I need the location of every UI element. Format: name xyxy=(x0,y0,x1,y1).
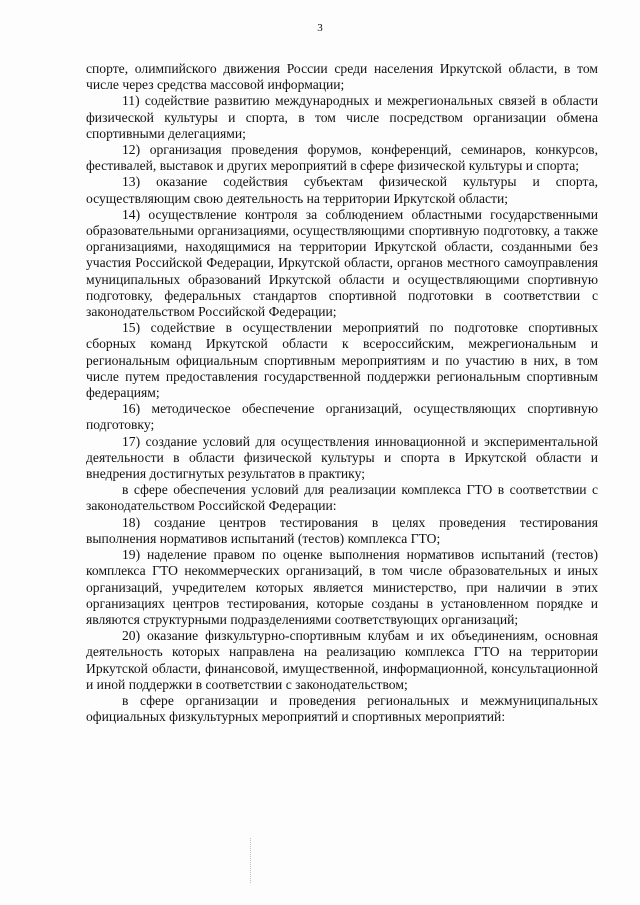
paragraph-item-18: 18) создание центров тестирования в целях проведения тестирования выполнения нормативов испытаний (тестов) комплекса ГТО; xyxy=(86,514,598,546)
paragraph-item-13: 13) оказание содействия субъектам физической культуры и спорта, осуществляющим свою деятельность на территории Иркутской области; xyxy=(86,174,598,206)
scan-artifact-line xyxy=(250,838,252,883)
paragraph-continuation: спорте, олимпийского движения России среди населения Иркутской области, в том числе через средства массовой информации; xyxy=(86,61,598,93)
paragraph-item-12: 12) организация проведения форумов, конференций, семинаров, конкурсов, фестивалей, выставок и других мероприятий в сфере физической культуры и спорта; xyxy=(86,142,598,174)
paragraph-item-15: 15) содействие в осуществлении мероприятий по подготовке спортивных сборных команд Иркутской области к всероссийским, межрегиональным и региональным официальным спортивным мероприятиям и по участию в них, в том числе путем предоставления государственной поддержки региональным спортивным федерациям; xyxy=(86,320,598,401)
page-number: 3 xyxy=(317,22,323,34)
section-heading-events: в сфере организации и проведения региональных и межмуниципальных официальных физкультурных мероприятий и спортивных мероприятий: xyxy=(86,692,598,725)
paragraph-item-20: 20) оказание физкультурно-спортивным клубам и их объединениям, основная деятельность которых направлена на реализацию комплекса ГТО на территории Иркутской области, финансовой, имущественной, информационной, консультационной и иной поддержки в соответствии с законодательством; xyxy=(86,628,598,692)
paragraph-item-16: 16) методическое обеспечение организаций, осуществляющих спортивную подготовку; xyxy=(86,401,598,433)
paragraph-item-19: 19) наделение правом по оценке выполнения нормативов испытаний (тестов) комплекса ГТО некоммерческих организаций, в том числе образовательных и иных организаций, учредителем которых является министерство, при наличии в этих организациях центров тестирования, которые созданы в установленном порядке и являются структурными подразделениями соответствующих организаций; xyxy=(86,547,598,627)
paragraph-item-17: 17) создание условий для осуществления инновационной и экспериментальной деятельности в области физической культуры и спорта в Иркутской области и внедрения достигнутых результатов в практику; xyxy=(86,433,598,482)
section-heading-gto: в сфере обеспечения условий для реализации комплекса ГТО в соответствии с законодательством Российской Федерации: xyxy=(86,482,598,514)
document-body xyxy=(86,61,598,725)
paragraph-item-11: 11) содействие развитию международных и межрегиональных связей в области физической культуры и спорта, в том числе посредством организации обмена спортивными делегациями; xyxy=(86,93,598,141)
paragraph-item-14: 14) осуществление контроля за соблюдением областными государственными образовательными организациями, осуществляющими спортивную подготовку, а также организациями, находящимися на территории Иркутской области, созданными без участия Российской Федерации, Иркутской области, органов местного самоуправления муниципальных образований Иркутской области и осуществляющими спортивную подготовку, федеральных стандартов спортивной подготовки в соответствии с законодательством Российской Федерации; xyxy=(86,206,598,320)
